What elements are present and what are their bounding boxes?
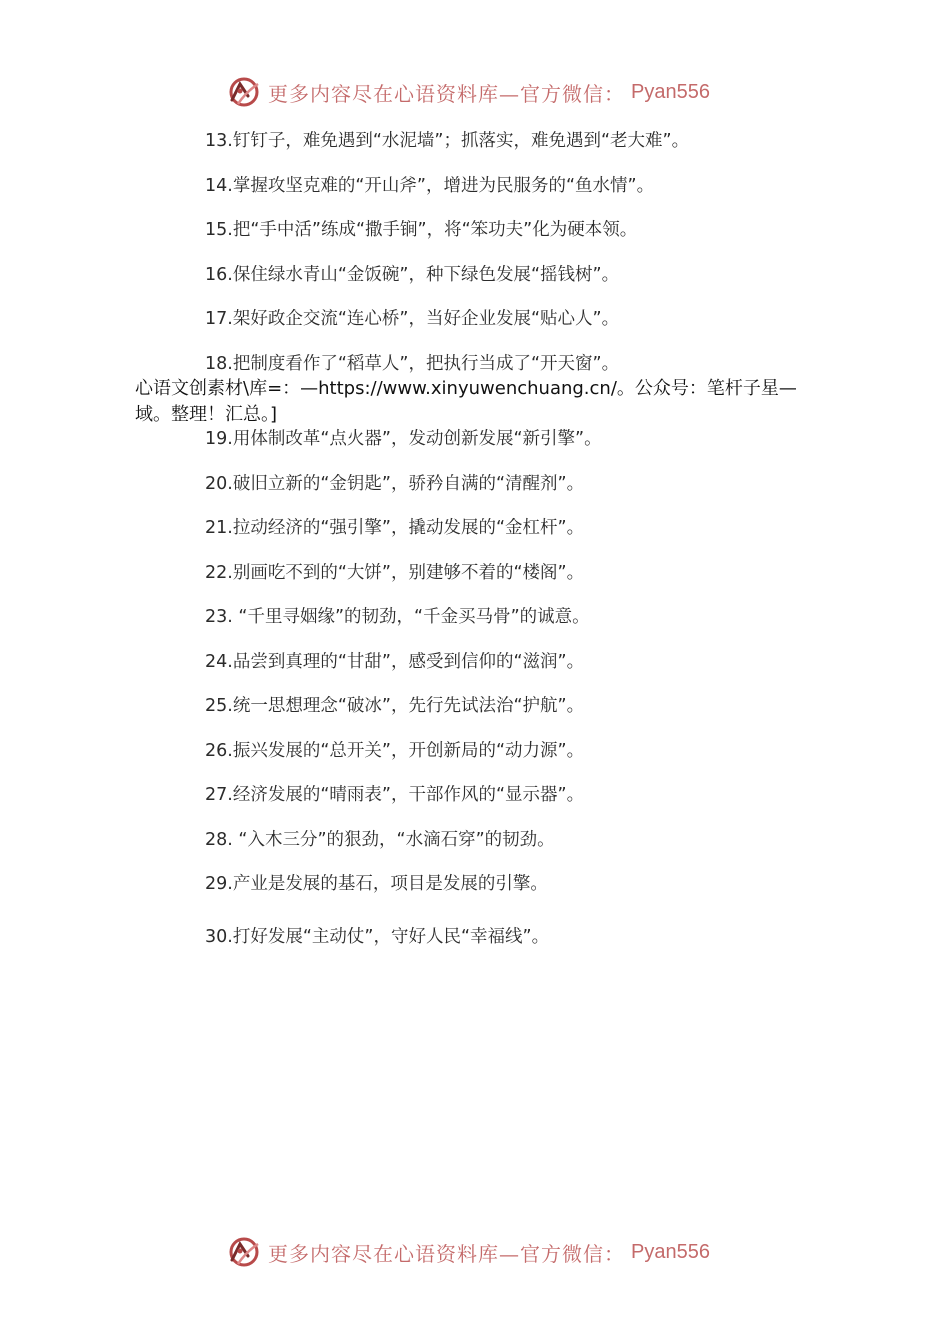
header-slogan: 更多内容尽在心语资料库—官方微信： xyxy=(268,81,625,106)
list-item: 13.钉钉子，难免遇到“水泥墙”；抓落实，难免遇到“老大难”。 xyxy=(205,131,690,151)
list-item: 26.振兴发展的“总开关”，开创新局的“动力源”。 xyxy=(205,741,585,761)
footer-slogan: 更多内容尽在心语资料库—官方微信： xyxy=(268,1241,625,1266)
watermark-text: 心语文创素材\库=：—https://www.xinyuwenchuang.cn/。公众号：笔杆子星—域。整理！汇总。] xyxy=(135,378,797,425)
list-item: 14.掌握攻坚克难的“开山斧”，增进为民服务的“鱼水情”。 xyxy=(205,176,655,196)
brand-logo-icon xyxy=(226,1234,262,1270)
list-item: 27.经济发展的“晴雨表”，干部作风的“显示器”。 xyxy=(205,785,585,805)
header-wechat-id: Pyan556 xyxy=(631,80,710,103)
list-item: 20.破旧立新的“金钥匙”，骄矜自满的“清醒剂”。 xyxy=(205,474,585,494)
list-item: 18.把制度看作了“稻草人”，把执行当成了“开天窗”。 xyxy=(205,354,620,374)
list-item: 28. “入木三分”的狠劲，“水滴石穿”的韧劲。 xyxy=(205,830,555,850)
list-item: 29.产业是发展的基石，项目是发展的引擎。 xyxy=(205,874,548,894)
list-item: 22.别画吃不到的“大饼”，别建够不着的“楼阁”。 xyxy=(205,563,585,583)
footer-banner xyxy=(226,1232,710,1272)
header-banner xyxy=(226,72,710,112)
list-item: 23. “千里寻姻缘”的韧劲，“千金买马骨”的诚意。 xyxy=(205,607,590,627)
brand-logo-icon xyxy=(226,74,262,110)
list-item: 19.用体制改革“点火器”，发动创新发展“新引擎”。 xyxy=(205,429,602,449)
list-item: 21.拉动经济的“强引擎”，撬动发展的“金杠杆”。 xyxy=(205,518,585,538)
list-item: 16.保住绿水青山“金饭碗”，种下绿色发展“摇钱树”。 xyxy=(205,265,620,285)
list-item: 30.打好发展“主动仗”，守好人民“幸福线”。 xyxy=(205,927,550,947)
list-item: 17.架好政企交流“连心桥”，当好企业发展“贴心人”。 xyxy=(205,309,620,329)
footer-wechat-id: Pyan556 xyxy=(631,1240,710,1263)
list-item: 15.把“手中活”练成“撒手锏”，将“笨功夫”化为硬本领。 xyxy=(205,220,638,240)
list-item: 24.品尝到真理的“甘甜”，感受到信仰的“滋润”。 xyxy=(205,652,585,672)
list-item: 25.统一思想理念“破冰”，先行先试法治“护航”。 xyxy=(205,696,585,716)
